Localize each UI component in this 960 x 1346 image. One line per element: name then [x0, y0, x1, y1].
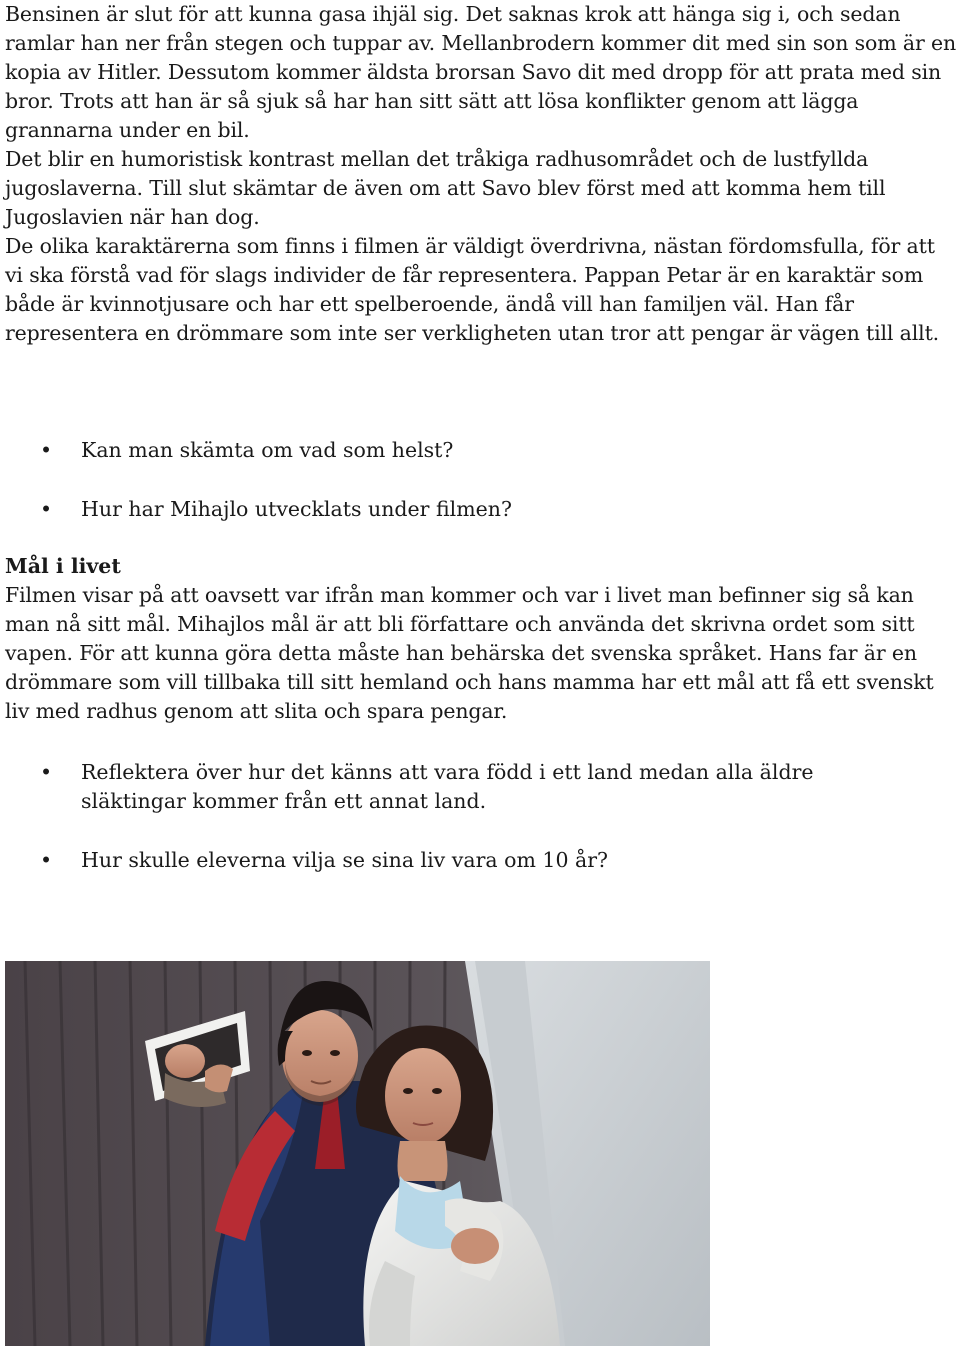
- bullet-icon: •: [40, 848, 53, 872]
- bullet-icon: •: [40, 438, 53, 462]
- list-item: [0, 758, 952, 816]
- paragraph-2: Det blir en humoristisk kontrast mellan det tråkiga radhusområdet och de lustfyllda jugoslaverna. Till slut skämtar de även om att Savo blev först med att komma hem till Jugoslavien när han dog.: [5, 147, 886, 229]
- list-item: [0, 846, 952, 875]
- list-item: [0, 436, 952, 465]
- question-list-2: [0, 758, 952, 875]
- list-item-text: Hur har Mihajlo utvecklats under filmen?: [81, 497, 512, 521]
- bullet-icon: •: [40, 497, 53, 521]
- film-still-photo: [5, 961, 710, 1346]
- bullet-icon: •: [40, 760, 53, 784]
- paragraph-3: De olika karaktärerna som finns i filmen är väldigt överdrivna, nästan fördomsfulla, för att vi ska förstå vad för slags individer de får representera. Pappan Petar är en karaktär som både är kvinnotjusare och har ett spelberoende, ändå vill han familjen väl. Han får representera en drömmare som inte ser verkligheten utan tror att pengar är vägen till allt.: [5, 234, 940, 345]
- list-item-text: Kan man skämta om vad som helst?: [81, 438, 454, 462]
- photo-illustration: [5, 961, 710, 1346]
- section-heading: Mål i livet: [5, 554, 121, 578]
- list-item-text: Reflektera över hur det känns att vara född i ett land medan alla äldre släktingar kommer från ett annat land.: [81, 760, 814, 813]
- list-item-text: Hur skulle eleverna vilja se sina liv vara om 10 år?: [81, 848, 609, 872]
- body-text-top: [5, 0, 957, 348]
- list-item: [0, 495, 952, 524]
- paragraph-goal: Filmen visar på att oavsett var ifrån man kommer och var i livet man befinner sig så kan man nå sitt mål. Mihajlos mål är att bli författare och använda det skrivna ordet som sitt vapen. För att kunna göra detta måste han behärska det svenska språket. Hans far är en drömmare som vill tillbaka till sitt hemland och hans mamma har ett mål att få ett svenskt liv med radhus genom att slita och spara pengar.: [5, 583, 934, 723]
- question-list-1: [0, 436, 952, 524]
- body-text-goal: [5, 581, 957, 726]
- paragraph-1: Bensinen är slut för att kunna gasa ihjäl sig. Det saknas krok att hänga sig i, och sedan ramlar han ner från stegen och tuppar av. Mellanbrodern kommer dit med sin son som är en kopia av Hitler. Dessutom kommer äldsta brorsan Savo dit med dropp för att prata med sin bror. Trots att han är så sjuk så har han sitt sätt att lösa konflikter genom att lägga grannarna under en bil.: [5, 2, 957, 142]
